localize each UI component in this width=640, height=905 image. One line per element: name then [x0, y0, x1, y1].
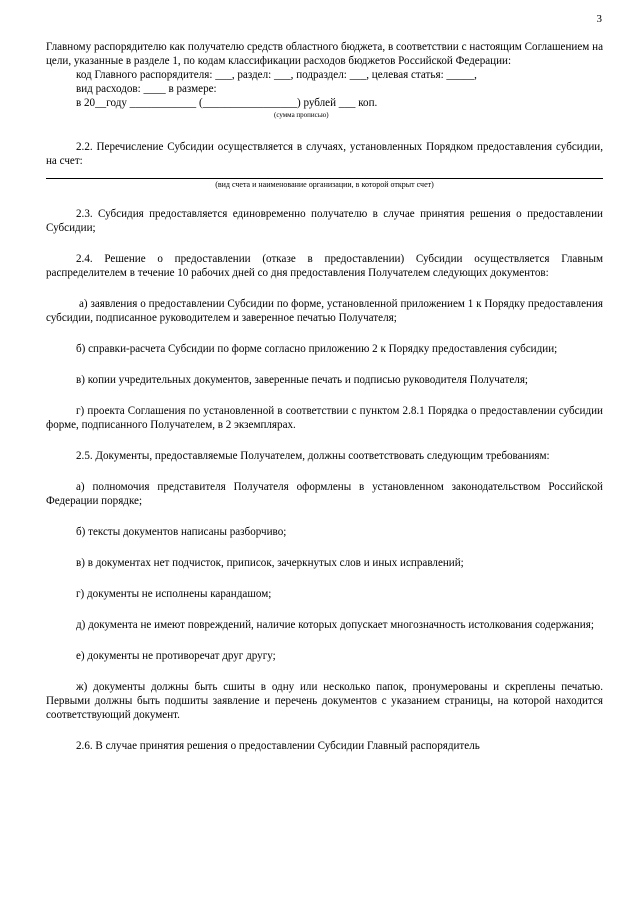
clause-2-2: 2.2. Перечисление Субсидии осуществляется в случаях, установленных Порядком предоставления субсидии, на счет:	[46, 141, 603, 167]
clause-2-4: 2.4. Решение о предоставлении (отказе в предоставлении) Субсидии осуществляется Главным распределителем в течение 10 рабочих дней со дня предоставления Получателем следующих документов:	[46, 253, 603, 279]
clause-2-5-item-f: е) документы не противоречат друг другу;	[76, 650, 276, 662]
page-number: 3	[596, 13, 602, 25]
clause-2-6: 2.6. В случае принятия решения о предоставлении Субсидии Главный распорядитель	[76, 740, 480, 752]
amount-line: в 20__году ____________ (_________________) рублей ___ коп.	[76, 97, 378, 109]
clause-2-3: 2.3. Субсидия предоставляется единовременно получателю в случае принятия решения о предоставлении Субсидии;	[46, 208, 603, 234]
clause-2-4-item-d: г) проекта Соглашения по установленной в соответствии с пунктом 2.8.1 Порядка о предоставлении субсидии форме, подписанного Получателем, в 2 экземплярах.	[46, 405, 603, 431]
clause-2-5-item-c: в) в документах нет подчисток, приписок, зачеркнутых слов и иных исправлений;	[76, 557, 464, 569]
clause-2-5-item-g: ж) документы должны быть сшиты в одну или несколько папок, пронумерованы и скреплены печатью. Первыми должны быть подшиты заявление и перечень документов с указанием страницы, на которой находится соответствующий документ.	[46, 681, 603, 721]
clause-2-4-item-b: б) справки-расчета Субсидии по форме согласно приложению 2 к Порядку предоставления субсидии;	[76, 343, 558, 355]
clause-2-4-item-c: в) копии учредительных документов, заверенные печать и подписью руководителя Получателя;	[76, 374, 529, 386]
expense-type-line: вид расходов: ____ в размере:	[76, 83, 217, 95]
clause-2-5: 2.5. Документы, предоставляемые Получателем, должны соответствовать следующим требованиям:	[76, 450, 550, 462]
account-hint: (вид счета и наименование организации, в которой открыт счет)	[215, 180, 434, 189]
intro-paragraph: Главному распорядителю как получателю средств областного бюджета, в соответствии с настоящим Соглашением на цели, указанные в разделе 1, по кодам классификации расходов бюджетов Российской Федерации:	[46, 41, 603, 67]
clause-2-5-item-e: д) документа не имеют повреждений, наличие которых допускает многозначность истолкования содержания;	[76, 619, 594, 631]
account-line	[46, 168, 603, 179]
clause-2-5-item-d: г) документы не исполнены карандашом;	[76, 588, 272, 600]
sum-in-words-hint: (сумма прописью)	[274, 111, 329, 119]
clause-2-5-item-a: а) полномочия представителя Получателя оформлены в установленном законодательством Российской Федерации порядке;	[46, 481, 603, 507]
document-body	[46, 40, 603, 753]
budget-code-line: код Главного распорядителя: ___, раздел: ___, подраздел: ___, целевая статья: _____,	[76, 69, 477, 81]
clause-2-4-item-a: а) заявления о предоставлении Субсидии по форме, установленной приложением 1 к Порядку предоставления субсидии, подписанное руководителем и заверенное печатью Получателя;	[46, 298, 603, 324]
clause-2-5-item-b: б) тексты документов написаны разборчиво;	[76, 526, 287, 538]
